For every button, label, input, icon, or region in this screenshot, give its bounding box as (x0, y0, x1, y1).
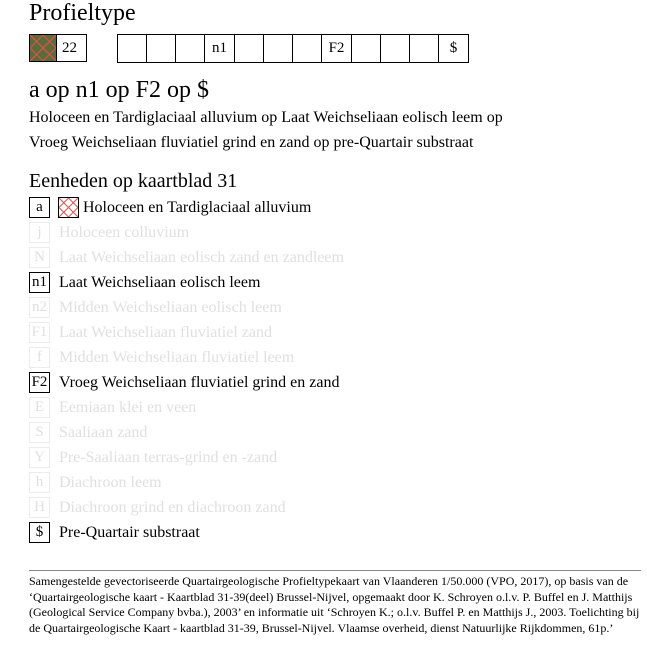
unit-label: Diachroon leem (59, 473, 162, 491)
unit-label: Laat Weichseliaan fluviatiel zand (59, 323, 272, 341)
unit-code: E (29, 397, 50, 418)
unit-label: Laat Weichseliaan eolisch leem (59, 273, 261, 291)
source-footnote: Samengestelde gevectoriseerde Quartairgeologische Profieltypekaart van Vlaanderen 1/50.000 (VPO, 2017), op basis van de ‘Quartairgeologische kaart - Kaartblad 31-39(deel) Brussel-Nijvel, opgemaakt door K. Schroyen o.l.v. P. Buffel en J. Matthijs (Geological Service Company bvba.), 2003’ en informatie uit ‘Schroyen K.; o.l.v. Buffel P. en Matthijs J., 2003. Toelichting bij de Quartairgeologische Kaart - kaartblad 31-39, Brussel-Nijvel. Vlaamse overheid, dienst Natuurlijke Rijkdommen, 61p.’ (29, 574, 640, 635)
unit-row (29, 420, 629, 445)
unit-row (29, 370, 629, 395)
unit-label: Pre-Saaliaan terras-grind en -zand (59, 448, 278, 466)
unit-label: Holoceen colluvium (59, 223, 190, 241)
layer-cell: n1 (204, 34, 235, 63)
unit-row (29, 520, 629, 545)
alluvium-hatch-icon (58, 197, 79, 218)
profile-description-line1: Holoceen en Tardiglaciaal alluvium op Laat Weichseliaan eolisch leem op (29, 109, 503, 126)
unit-label: Diachroon grind en diachroon zand (59, 498, 286, 516)
layer-cell (380, 34, 410, 63)
layer-strip (117, 34, 469, 63)
unit-code: a (29, 197, 50, 218)
page-title: Profieltype (29, 0, 136, 26)
unit-row (29, 195, 629, 220)
unit-label: Saaliaan zand (59, 423, 148, 441)
profile-swatch-icon (29, 34, 57, 62)
profile-code: 22 (57, 34, 87, 62)
unit-code: j (29, 222, 50, 243)
unit-code: F2 (29, 372, 50, 393)
unit-code: n1 (29, 272, 50, 293)
unit-row (29, 245, 629, 270)
unit-code: N (29, 247, 50, 268)
unit-row (29, 495, 629, 520)
unit-code: Y (29, 447, 50, 468)
unit-code: $ (29, 522, 50, 543)
unit-row (29, 445, 629, 470)
unit-row (29, 345, 629, 370)
footer-divider (29, 570, 641, 571)
unit-code: f (29, 347, 50, 368)
unit-row (29, 395, 629, 420)
profile-description-line2: Vroeg Weichseliaan fluviatiel grind en zand op pre-Quartair substraat (29, 134, 474, 151)
unit-label: Holoceen en Tardiglaciaal alluvium (83, 198, 312, 216)
unit-code: h (29, 472, 50, 493)
unit-row (29, 220, 629, 245)
unit-code: n2 (29, 297, 50, 318)
unit-label: Midden Weichseliaan fluviatiel leem (59, 348, 295, 366)
layer-cell (175, 34, 205, 63)
unit-row (29, 320, 629, 345)
unit-row (29, 295, 629, 320)
layer-cell (146, 34, 176, 63)
unit-row (29, 270, 629, 295)
layer-cell (292, 34, 322, 63)
layer-cell (351, 34, 381, 63)
units-heading: Eenheden op kaartblad 31 (29, 170, 238, 192)
profile-formula: a op n1 op F2 op $ (29, 77, 209, 103)
unit-label: Pre-Quartair substraat (59, 523, 200, 541)
layer-cell (409, 34, 439, 63)
unit-code: S (29, 422, 50, 443)
layer-cell: $ (438, 34, 469, 63)
unit-row (29, 470, 629, 495)
unit-code: F1 (29, 322, 50, 343)
unit-label: Laat Weichseliaan eolisch zand en zandleem (59, 248, 344, 266)
unit-label: Midden Weichseliaan eolisch leem (59, 298, 282, 316)
unit-label: Vroeg Weichseliaan fluviatiel grind en zand (59, 373, 340, 391)
unit-label: Eemiaan klei en veen (59, 398, 197, 416)
layer-cell (263, 34, 293, 63)
layer-cell (234, 34, 264, 63)
unit-legend-list (29, 195, 629, 545)
unit-code: H (29, 497, 50, 518)
layer-cell (117, 34, 147, 63)
layer-cell: F2 (321, 34, 352, 63)
